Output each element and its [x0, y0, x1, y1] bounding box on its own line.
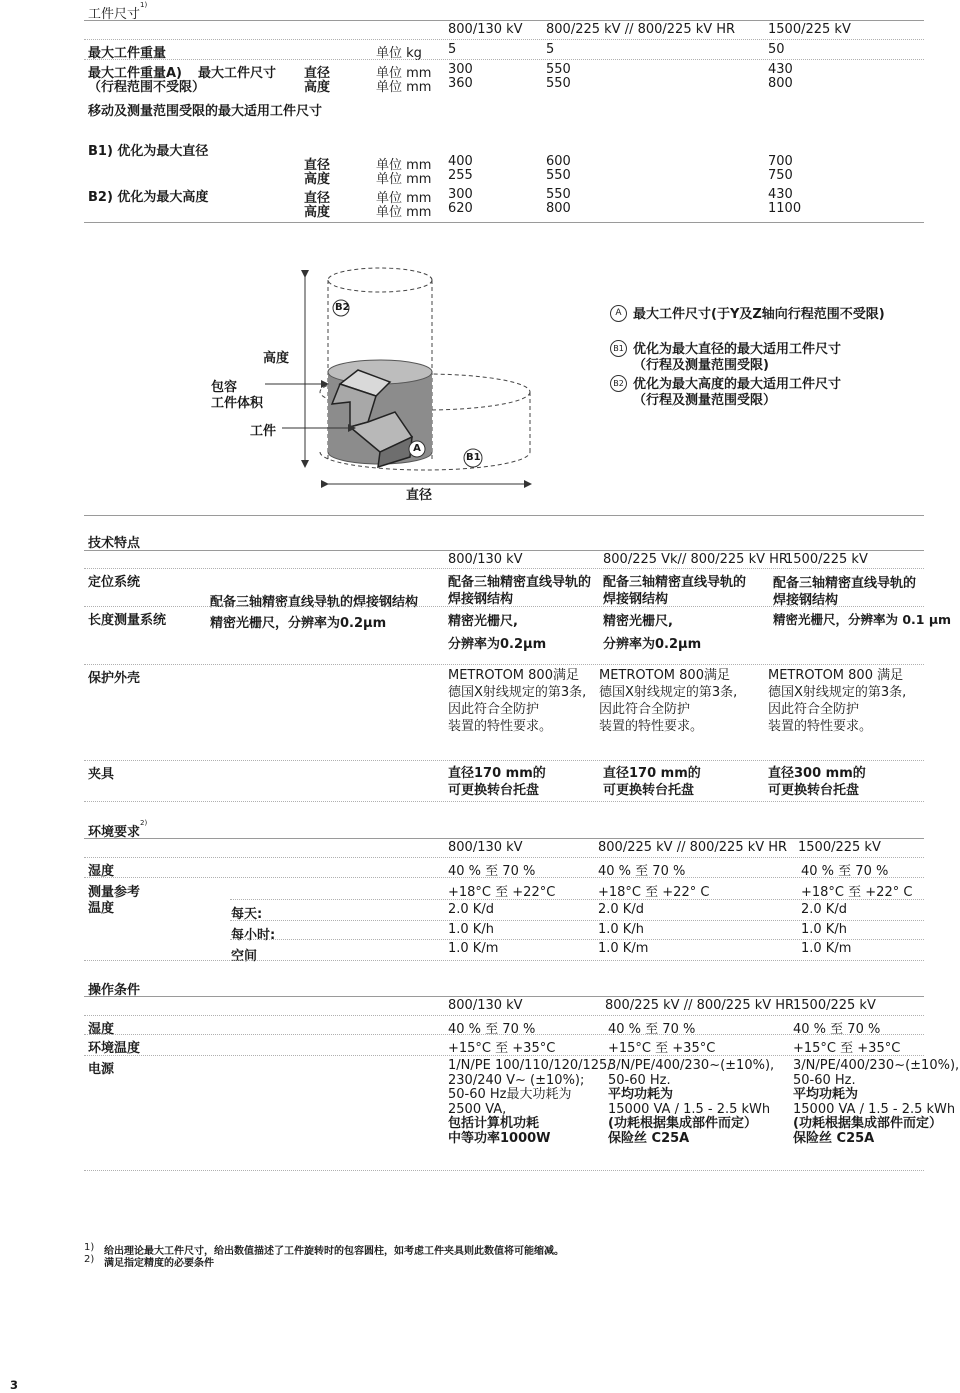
- section-subtitle: 移动及测量范围受限的最大适用工件尺寸: [88, 104, 323, 119]
- value: 750: [768, 168, 793, 183]
- diagram-envelope-label: 工件体积: [211, 396, 264, 411]
- legend-badge: B1: [610, 340, 627, 357]
- col-header: 1500/225 kV: [768, 22, 851, 37]
- divider: [84, 1170, 924, 1171]
- unit: 单位 mm: [376, 66, 432, 81]
- diagram-workpiece-label: 工件: [250, 424, 277, 439]
- legend-badge: A: [610, 305, 627, 322]
- row-label: 每天:: [231, 907, 263, 922]
- b1-badge-label: B1: [466, 452, 481, 463]
- row-label: 长度测量系统: [88, 613, 167, 628]
- value-block: [603, 765, 701, 799]
- value: 配备三轴精密直线导轨的: [448, 575, 592, 590]
- value: 可更换转台托盘: [448, 783, 540, 798]
- value: 5: [546, 42, 555, 57]
- value: 300: [448, 187, 473, 202]
- row-label: 湿度: [88, 864, 115, 879]
- col-header: 1500/225 kV: [785, 552, 868, 567]
- ops-title: 操作条件: [88, 983, 141, 998]
- value: 800: [546, 201, 571, 216]
- col-header: 1500/225 kV: [798, 840, 881, 855]
- legend-badge: B2: [610, 375, 627, 392]
- value: +15°C 至 +35°C: [793, 1041, 901, 1056]
- value: 平均功耗为: [793, 1087, 859, 1102]
- value: 分辨率为0.2µm: [448, 637, 547, 652]
- divider: [230, 899, 924, 900]
- value: 1.0 K/h: [448, 922, 494, 937]
- value: 50-60 Hz.: [608, 1072, 671, 1088]
- value: METROTOM 800满足: [448, 668, 579, 683]
- value: 可更换转台托盘: [603, 783, 695, 798]
- value: 1.0 K/m: [448, 941, 499, 956]
- divider: [84, 606, 924, 607]
- value-block: [768, 765, 866, 799]
- value: 550: [546, 62, 571, 77]
- value: 平均功耗为: [608, 1087, 674, 1102]
- value: 550: [546, 187, 571, 202]
- col-header: 800/225 kV // 800/225 kV HR: [605, 998, 795, 1013]
- unit: 单位 mm: [376, 205, 432, 220]
- divider: [84, 760, 924, 761]
- row-label: 保护外壳: [88, 671, 141, 686]
- value: 德国X射线规定的第3条,: [448, 685, 587, 700]
- value: 1.0 K/m: [598, 941, 649, 956]
- row-label: B2) 优化为最大高度: [88, 190, 209, 205]
- sub-label: 高度: [304, 172, 331, 187]
- value: 包括计算机功耗: [448, 1116, 540, 1131]
- value-block: [448, 667, 586, 735]
- unit: 单位 kg: [376, 46, 422, 61]
- divider: [84, 20, 924, 21]
- value: (功耗根据集成部件而定）: [608, 1116, 757, 1131]
- value: 因此符合全防护: [599, 702, 691, 717]
- legend-text: （行程及测量范围受限): [633, 358, 769, 373]
- value: +15°C 至 +35°C: [448, 1041, 556, 1056]
- value: 15000 VA / 1.5 - 2.5 kWh: [608, 1101, 771, 1117]
- value: 1/N/PE 100/110/120/125/: [448, 1058, 612, 1073]
- unit: 单位 mm: [376, 158, 432, 173]
- legend-text: 优化为最大直径的最大适用工件尺寸: [633, 342, 842, 357]
- row-label: 定位系统: [88, 575, 141, 590]
- footnote-text: 满足指定精度的必要条件: [104, 1258, 214, 1269]
- value: 装置的特性要求。: [768, 719, 873, 734]
- value: +15°C 至 +35°C: [608, 1041, 716, 1056]
- sub-label: 高度: [304, 80, 331, 95]
- value: 精密光栅尺,: [603, 614, 673, 629]
- divider: [230, 920, 924, 921]
- value: 50-60 Hz.: [793, 1072, 856, 1088]
- value: 1.0 K/h: [598, 922, 644, 937]
- value: 装置的特性要求。: [448, 719, 553, 734]
- row-label: 夹具: [88, 767, 115, 782]
- value: 1100: [768, 201, 802, 216]
- value: 配备三轴精密直线导轨的: [603, 575, 747, 590]
- a-badge-label: A: [413, 443, 421, 454]
- row-label: 空间: [231, 949, 258, 964]
- col-header: 800/225 Vk// 800/225 kV HR: [603, 552, 788, 567]
- value: 因此符合全防护: [768, 702, 860, 717]
- value: 550: [546, 76, 571, 91]
- divider: [84, 801, 924, 802]
- value-block: [608, 1059, 774, 1146]
- value: 40 % 至 70 %: [608, 1022, 696, 1037]
- diagram-height-label: 高度: [263, 351, 290, 366]
- value: 15000 VA / 1.5 - 2.5 kWh: [793, 1101, 956, 1117]
- value: 50: [768, 42, 785, 57]
- divider: [230, 939, 924, 940]
- row-label: 最大工件重量A): [88, 66, 183, 81]
- value: 直径300 mm的: [768, 766, 866, 781]
- value: 焊接钢结构: [603, 592, 669, 607]
- value: 直径170 mm的: [603, 766, 701, 781]
- value-block: [599, 667, 737, 735]
- value: 德国X射线规定的第3条,: [599, 685, 738, 700]
- row-label: B1) 优化为最大直径: [88, 144, 209, 159]
- value: 255: [448, 168, 473, 183]
- page-number: 3: [10, 1378, 19, 1392]
- sub-label: 高度: [304, 205, 331, 220]
- unit: 单位 mm: [376, 80, 432, 95]
- value: 精密光栅尺，分辨率为 0.1 µm: [773, 612, 952, 627]
- b2-cylinder-top: [328, 268, 432, 292]
- value: 40 % 至 70 %: [598, 864, 686, 879]
- divider: [84, 877, 924, 878]
- value: 保险丝 C25A: [793, 1130, 875, 1146]
- value: 700: [768, 154, 793, 169]
- value: 直径170 mm的: [448, 766, 546, 781]
- value: 40 % 至 70 %: [793, 1022, 881, 1037]
- value: 430: [768, 187, 793, 202]
- unit: 单位 mm: [376, 172, 432, 187]
- divider: [84, 664, 924, 665]
- value: 2.0 K/d: [448, 902, 494, 917]
- row-label: 每小时:: [231, 928, 276, 943]
- value: 装置的特性要求。: [599, 719, 704, 734]
- value: 800: [768, 76, 793, 91]
- divider: [84, 1055, 924, 1056]
- sub-label: 直径: [304, 191, 331, 206]
- b2-badge-label: B2: [335, 302, 350, 313]
- value: 分辨率为0.2µm: [603, 637, 702, 652]
- dims-title: 工件尺寸$^{1)}$: [88, 1, 148, 22]
- value: +18°C 至 +22° C: [801, 885, 913, 900]
- value: 620: [448, 201, 473, 216]
- value: 400: [448, 154, 473, 169]
- sub-label: 直径: [304, 66, 331, 81]
- value: 焊接钢结构: [448, 592, 514, 607]
- divider: [84, 1015, 924, 1016]
- value: +18°C 至 +22°C: [448, 885, 556, 900]
- value: 430: [768, 62, 793, 77]
- divider: [84, 59, 924, 60]
- row-desc: 配备三轴精密直线导轨的焊接钢结构: [210, 595, 419, 610]
- footnote-number: 2): [84, 1254, 95, 1265]
- value-block: [448, 1059, 612, 1146]
- value: 因此符合全防护: [448, 702, 540, 717]
- value: 230/240 V~ (±10%);: [448, 1072, 585, 1088]
- value: 50-60 Hz最大功耗为: [448, 1087, 572, 1102]
- value: 焊接钢结构: [773, 593, 839, 608]
- row-label: （行程范围不受限）: [88, 80, 206, 95]
- value: 2.0 K/d: [801, 902, 847, 917]
- col-header: 1500/225 kV: [793, 998, 876, 1013]
- value: 配备三轴精密直线导轨的: [773, 576, 917, 591]
- row-label: 电源: [88, 1062, 115, 1077]
- row-label: 环境温度: [88, 1041, 141, 1056]
- value: METROTOM 800 满足: [768, 668, 904, 683]
- workpiece-diagram: [200, 262, 560, 512]
- divider: [84, 568, 924, 569]
- value: 精密光栅尺,: [448, 614, 518, 629]
- divider: [84, 550, 924, 551]
- value: +18°C 至 +22° C: [598, 885, 710, 900]
- env-title: 环境要求$^{2)}$: [88, 819, 148, 840]
- value-block: [793, 1059, 959, 1146]
- value: (功耗根据集成部件而定）: [793, 1116, 942, 1131]
- value: 德国X射线规定的第3条,: [768, 685, 907, 700]
- divider: [84, 1034, 924, 1035]
- value: 40 % 至 70 %: [801, 864, 889, 879]
- value: 40 % 至 70 %: [448, 864, 536, 879]
- col-header: 800/130 kV: [448, 840, 523, 855]
- col-header: 800/130 kV: [448, 998, 523, 1013]
- row-label: 温度: [88, 901, 115, 916]
- value: 1.0 K/m: [801, 941, 852, 956]
- tech-title: 技术特点: [88, 536, 141, 551]
- col-header: 800/225 kV // 800/225 kV HR: [598, 840, 788, 855]
- row-label: 测量参考: [88, 885, 141, 900]
- value: 1.0 K/h: [801, 922, 847, 937]
- divider: [84, 515, 924, 516]
- value: 360: [448, 76, 473, 91]
- value: METROTOM 800满足: [599, 668, 730, 683]
- divider: [84, 996, 924, 997]
- col-header: 800/130 kV: [448, 552, 523, 567]
- value: 3/N/PE/400/230~(±10%),: [793, 1058, 960, 1073]
- col-header: 800/225 kV // 800/225 kV HR: [546, 22, 736, 37]
- value: 3/N/PE/400/230~(±10%),: [608, 1058, 775, 1073]
- value: 300: [448, 62, 473, 77]
- divider: [84, 857, 924, 858]
- diagram-envelope-label: 包容: [211, 380, 238, 395]
- value: 可更换转台托盘: [768, 783, 860, 798]
- row-label: 湿度: [88, 1022, 115, 1037]
- legend-text: 最大工件尺寸(于Y及Z轴向行程范围不受限): [633, 307, 885, 322]
- sub-label: 直径: [304, 158, 331, 173]
- value: 550: [546, 168, 571, 183]
- legend-text: 优化为最大高度的最大适用工件尺寸: [633, 377, 842, 392]
- value: 5: [448, 42, 457, 57]
- divider: [84, 838, 924, 839]
- divider: [84, 39, 924, 40]
- value: 40 % 至 70 %: [448, 1022, 536, 1037]
- value: 2500 VA,: [448, 1101, 507, 1117]
- divider: [84, 222, 924, 223]
- row-label: 最大工件重量: [88, 46, 167, 61]
- legend-text: （行程及测量范围受限）: [633, 393, 777, 408]
- value-block: [448, 765, 546, 799]
- unit: 单位 mm: [376, 191, 432, 206]
- row-desc: 精密光栅尺，分辨率为0.2µm: [210, 616, 387, 631]
- divider: [84, 960, 924, 961]
- value-block: [768, 667, 906, 735]
- footnote-number: 1): [84, 1242, 95, 1253]
- value: 2.0 K/d: [598, 902, 644, 917]
- diagram-diameter-label: 直径: [406, 488, 433, 503]
- value: 中等功率1000W: [448, 1130, 551, 1146]
- value: 600: [546, 154, 571, 169]
- row-label: 最大工件尺寸: [198, 66, 277, 81]
- col-header: 800/130 kV: [448, 22, 523, 37]
- value: 保险丝 C25A: [608, 1130, 690, 1146]
- footnote-text: 给出理论最大工件尺寸，给出数值描述了工件旋转时的包容圆柱，如考虑工件夹具则此数值将可能缩减。: [104, 1246, 564, 1257]
